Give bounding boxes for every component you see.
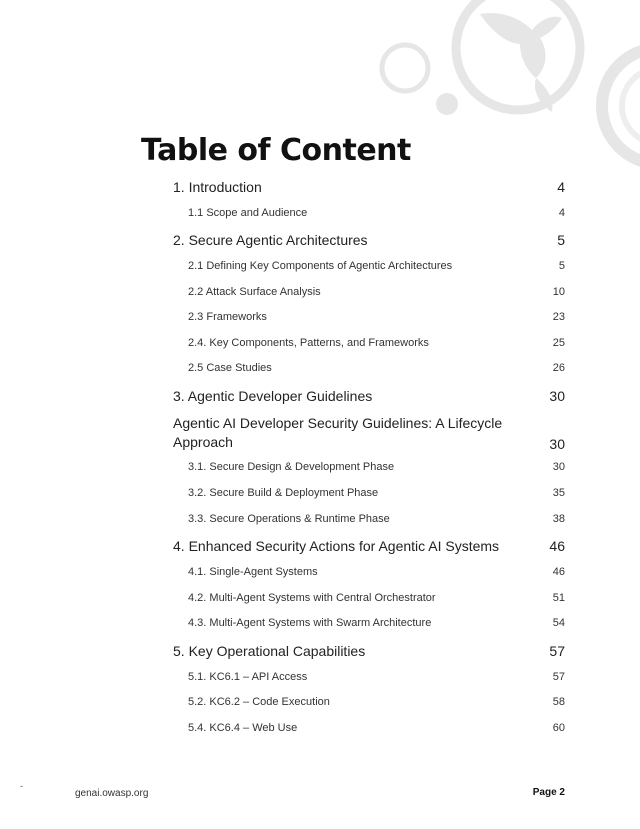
toc-entry-label: Agentic AI Developer Security Guidelines: A Lifecycle Approach: [173, 415, 503, 450]
toc-entry-label: 2.5 Case Studies: [188, 362, 272, 374]
toc-entry-label: 2.3 Frameworks: [188, 311, 267, 323]
toc-entry-label: 1. Introduction: [173, 179, 262, 195]
toc-entry[interactable]: [173, 696, 565, 708]
decorative-ring-small: [382, 45, 428, 91]
toc-entry-page: 10: [552, 286, 565, 298]
toc-entry-page: 4: [557, 179, 565, 195]
toc-entry[interactable]: [173, 722, 565, 734]
toc-entry-page: 35: [552, 487, 565, 499]
toc-entry[interactable]: [173, 538, 565, 554]
toc-entry[interactable]: [173, 286, 565, 298]
owasp-wasp-logo-icon: [456, 0, 580, 112]
toc-entry-label: 1.1 Scope and Audience: [188, 207, 308, 219]
toc-entry[interactable]: [173, 592, 565, 604]
toc-entry[interactable]: [173, 671, 565, 683]
toc-entry-page: 5: [557, 232, 565, 248]
toc-entry-page: 30: [552, 461, 565, 473]
toc-entry-label: 4.3. Multi-Agent Systems with Swarm Architecture: [188, 617, 432, 629]
toc-entry[interactable]: [173, 513, 565, 525]
toc-entry-page: 30: [549, 388, 565, 404]
toc-entry[interactable]: [173, 337, 565, 349]
toc-entry-page: 25: [552, 337, 565, 349]
toc-entry[interactable]: [173, 566, 565, 578]
toc-entry[interactable]: [173, 487, 565, 499]
toc-entry-label: 3. Agentic Developer Guidelines: [173, 388, 373, 404]
toc-entry[interactable]: [173, 362, 565, 374]
toc-entry-label: 3.2. Secure Build & Deployment Phase: [188, 487, 379, 499]
toc-entry[interactable]: [173, 461, 565, 473]
toc-entry-page: 30: [549, 436, 565, 452]
toc-entry-page: 58: [552, 696, 565, 708]
toc-entry[interactable]: [173, 617, 565, 629]
footer-page-number: Page 2: [532, 787, 565, 798]
toc-entry-page: 54: [552, 617, 565, 629]
toc-entry-label: 5.4. KC6.4 – Web Use: [188, 722, 298, 734]
toc-entry-page: 57: [552, 671, 565, 683]
toc-entry[interactable]: [173, 260, 565, 272]
toc-entry-page: 60: [552, 722, 565, 734]
toc-entry-page: 5: [558, 260, 565, 272]
toc-entry-page: 51: [552, 592, 565, 604]
toc-entry-label: 5.2. KC6.2 – Code Execution: [188, 696, 330, 708]
toc-entry-page: 26: [552, 362, 565, 374]
toc-entry-label: 5. Key Operational Capabilities: [173, 643, 366, 659]
toc-entry-label: 5.1. KC6.1 – API Access: [188, 671, 308, 683]
toc-entry-page: 46: [549, 538, 565, 554]
footer-dash: -: [20, 781, 23, 791]
decorative-ring-inner: [622, 68, 640, 144]
toc-entry[interactable]: [173, 207, 565, 219]
toc-entry[interactable]: [173, 232, 565, 248]
footer-url[interactable]: genai.owasp.org: [75, 788, 149, 799]
toc-entry-page: 4: [558, 207, 565, 219]
toc-entry[interactable]: [173, 414, 565, 452]
toc-entry-page: 38: [552, 513, 565, 525]
toc-entry[interactable]: [173, 643, 565, 659]
toc-entry-label: 2.1 Defining Key Components of Agentic Architectures: [188, 260, 453, 272]
toc-entry-label: 2. Secure Agentic Architectures: [173, 232, 368, 248]
toc-entry-page: 23: [552, 311, 565, 323]
toc-entry[interactable]: [173, 311, 565, 323]
toc-entry-label: 2.4. Key Components, Patterns, and Frameworks: [188, 337, 429, 349]
toc-entry-label: 4. Enhanced Security Actions for Agentic AI Systems: [173, 538, 500, 554]
toc-entry-page: 57: [549, 643, 565, 659]
toc-entry-label: 3.3. Secure Operations & Runtime Phase: [188, 513, 390, 525]
toc-entry-page: 46: [552, 566, 565, 578]
header-decoration: [0, 0, 640, 200]
decorative-dot: [436, 93, 458, 115]
toc-entry-label: 2.2 Attack Surface Analysis: [188, 286, 321, 298]
toc-entry-label: 4.2. Multi-Agent Systems with Central Orchestrator: [188, 592, 436, 604]
toc-entry-label: 3.1. Secure Design & Development Phase: [188, 461, 395, 473]
toc-entry-label: 4.1. Single-Agent Systems: [188, 566, 318, 578]
toc-entry[interactable]: [173, 388, 565, 404]
toc-entry[interactable]: [173, 179, 565, 195]
page-title: Table of Content: [141, 133, 411, 168]
